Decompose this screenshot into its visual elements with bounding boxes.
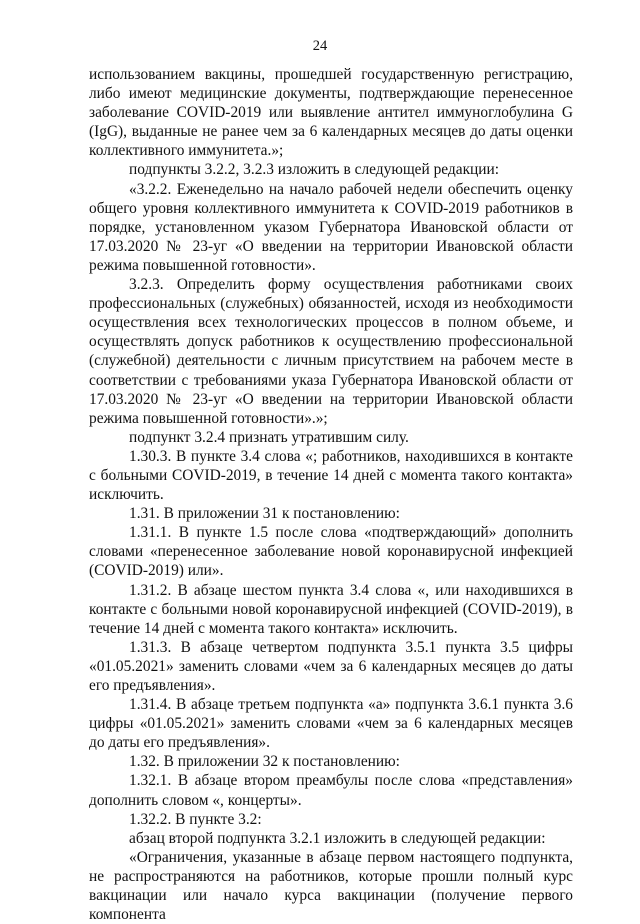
paragraph: 1.31. В приложении 31 к постановлению: <box>129 505 400 523</box>
paragraph: подпункты 3.2.2, 3.2.3 изложить в следующей редакции: <box>129 161 500 179</box>
paragraph: абзац второй подпункта 3.2.1 изложить в следующей редакции: <box>129 829 546 847</box>
paragraph: 1.31.2. В абзаце шестом пункта 3.4 слова «, или находившихся в контакте с больными новой коронавирусной инфекцией (COVID-2019), в течение 14 дней с момента такого контакта» исключить. <box>89 581 573 637</box>
document-body <box>89 65 573 924</box>
paragraph: 1.32. В приложении 32 к постановлению: <box>129 753 400 771</box>
paragraph: «3.2.2. Еженедельно на начало рабочей недели обеспечить оценку общего уровня коллективного иммунитета к COVID-2019 работников в порядке, установленном указом Губернатора Ивановской области от 17.03.2020 № 23-уг «О введении на территории Ивановской области режима повышенной готовности». <box>89 180 573 274</box>
paragraph: подпункт 3.2.4 признать утратившим силу. <box>129 428 409 446</box>
paragraph: 1.32.1. В абзаце втором преамбулы после слова «представления» дополнить словом «, концерты». <box>89 772 573 809</box>
paragraph: 1.31.4. В абзаце третьем подпункта «а» подпункта 3.6.1 пункта 3.6 цифры «01.05.2021» заменить словами «чем за 6 календарных месяцев до даты его предъявления». <box>89 696 573 752</box>
paragraph: «Ограничения, указанные в абзаце первом настоящего подпункта, не распространяются на работников, которые прошли полный курс вакцинации или начало курса вакцинации (получение первого компонента <box>89 848 573 924</box>
paragraph: 1.30.3. В пункте 3.4 слова «; работников, находившихся в контакте с больными COVID-2019, в течение 14 дней с момента такого контакта» исключить. <box>89 447 573 504</box>
paragraph: 3.2.3. Определить форму осуществления работниками своих профессиональных (служебных) обязанностей, исходя из необходимости осуществления всех технологических процессов в полном объеме, и осуществлять допуск работников к осуществлению профессиональной (служебной) деятельности с личным присутствием на рабочем месте в соответствии с требованиями указа Губернатора Ивановской области от 17.03.2020 № 23-уг «О введении на территории Ивановской области режима повышенной готовности».»; <box>89 276 573 427</box>
paragraph: 1.32.2. В пункте 3.2: <box>129 810 262 828</box>
page-number: 24 <box>312 38 328 54</box>
paragraph: 1.31.1. В пункте 1.5 после слова «подтверждающий» дополнить словами «перенесенное заболевание новой коронавирусной инфекцией (COVID-2019) или». <box>89 524 573 580</box>
paragraph: 1.31.3. В абзаце четвертом подпункта 3.5.1 пункта 3.5 цифры «01.05.2021» заменить словами «чем за 6 календарных месяцев до даты его предъявления». <box>89 638 573 694</box>
paragraph-continued: использованием вакцины, прошедшей государственную регистрацию, либо имеют медицинские документы, подтверждающие перенесенное заболевание COVID-2019 или выявление антител иммуноглобулина G (IgG), выданные не ранее чем за 6 календарных месяцев до даты оценки коллективного иммунитета.»; <box>89 66 573 160</box>
